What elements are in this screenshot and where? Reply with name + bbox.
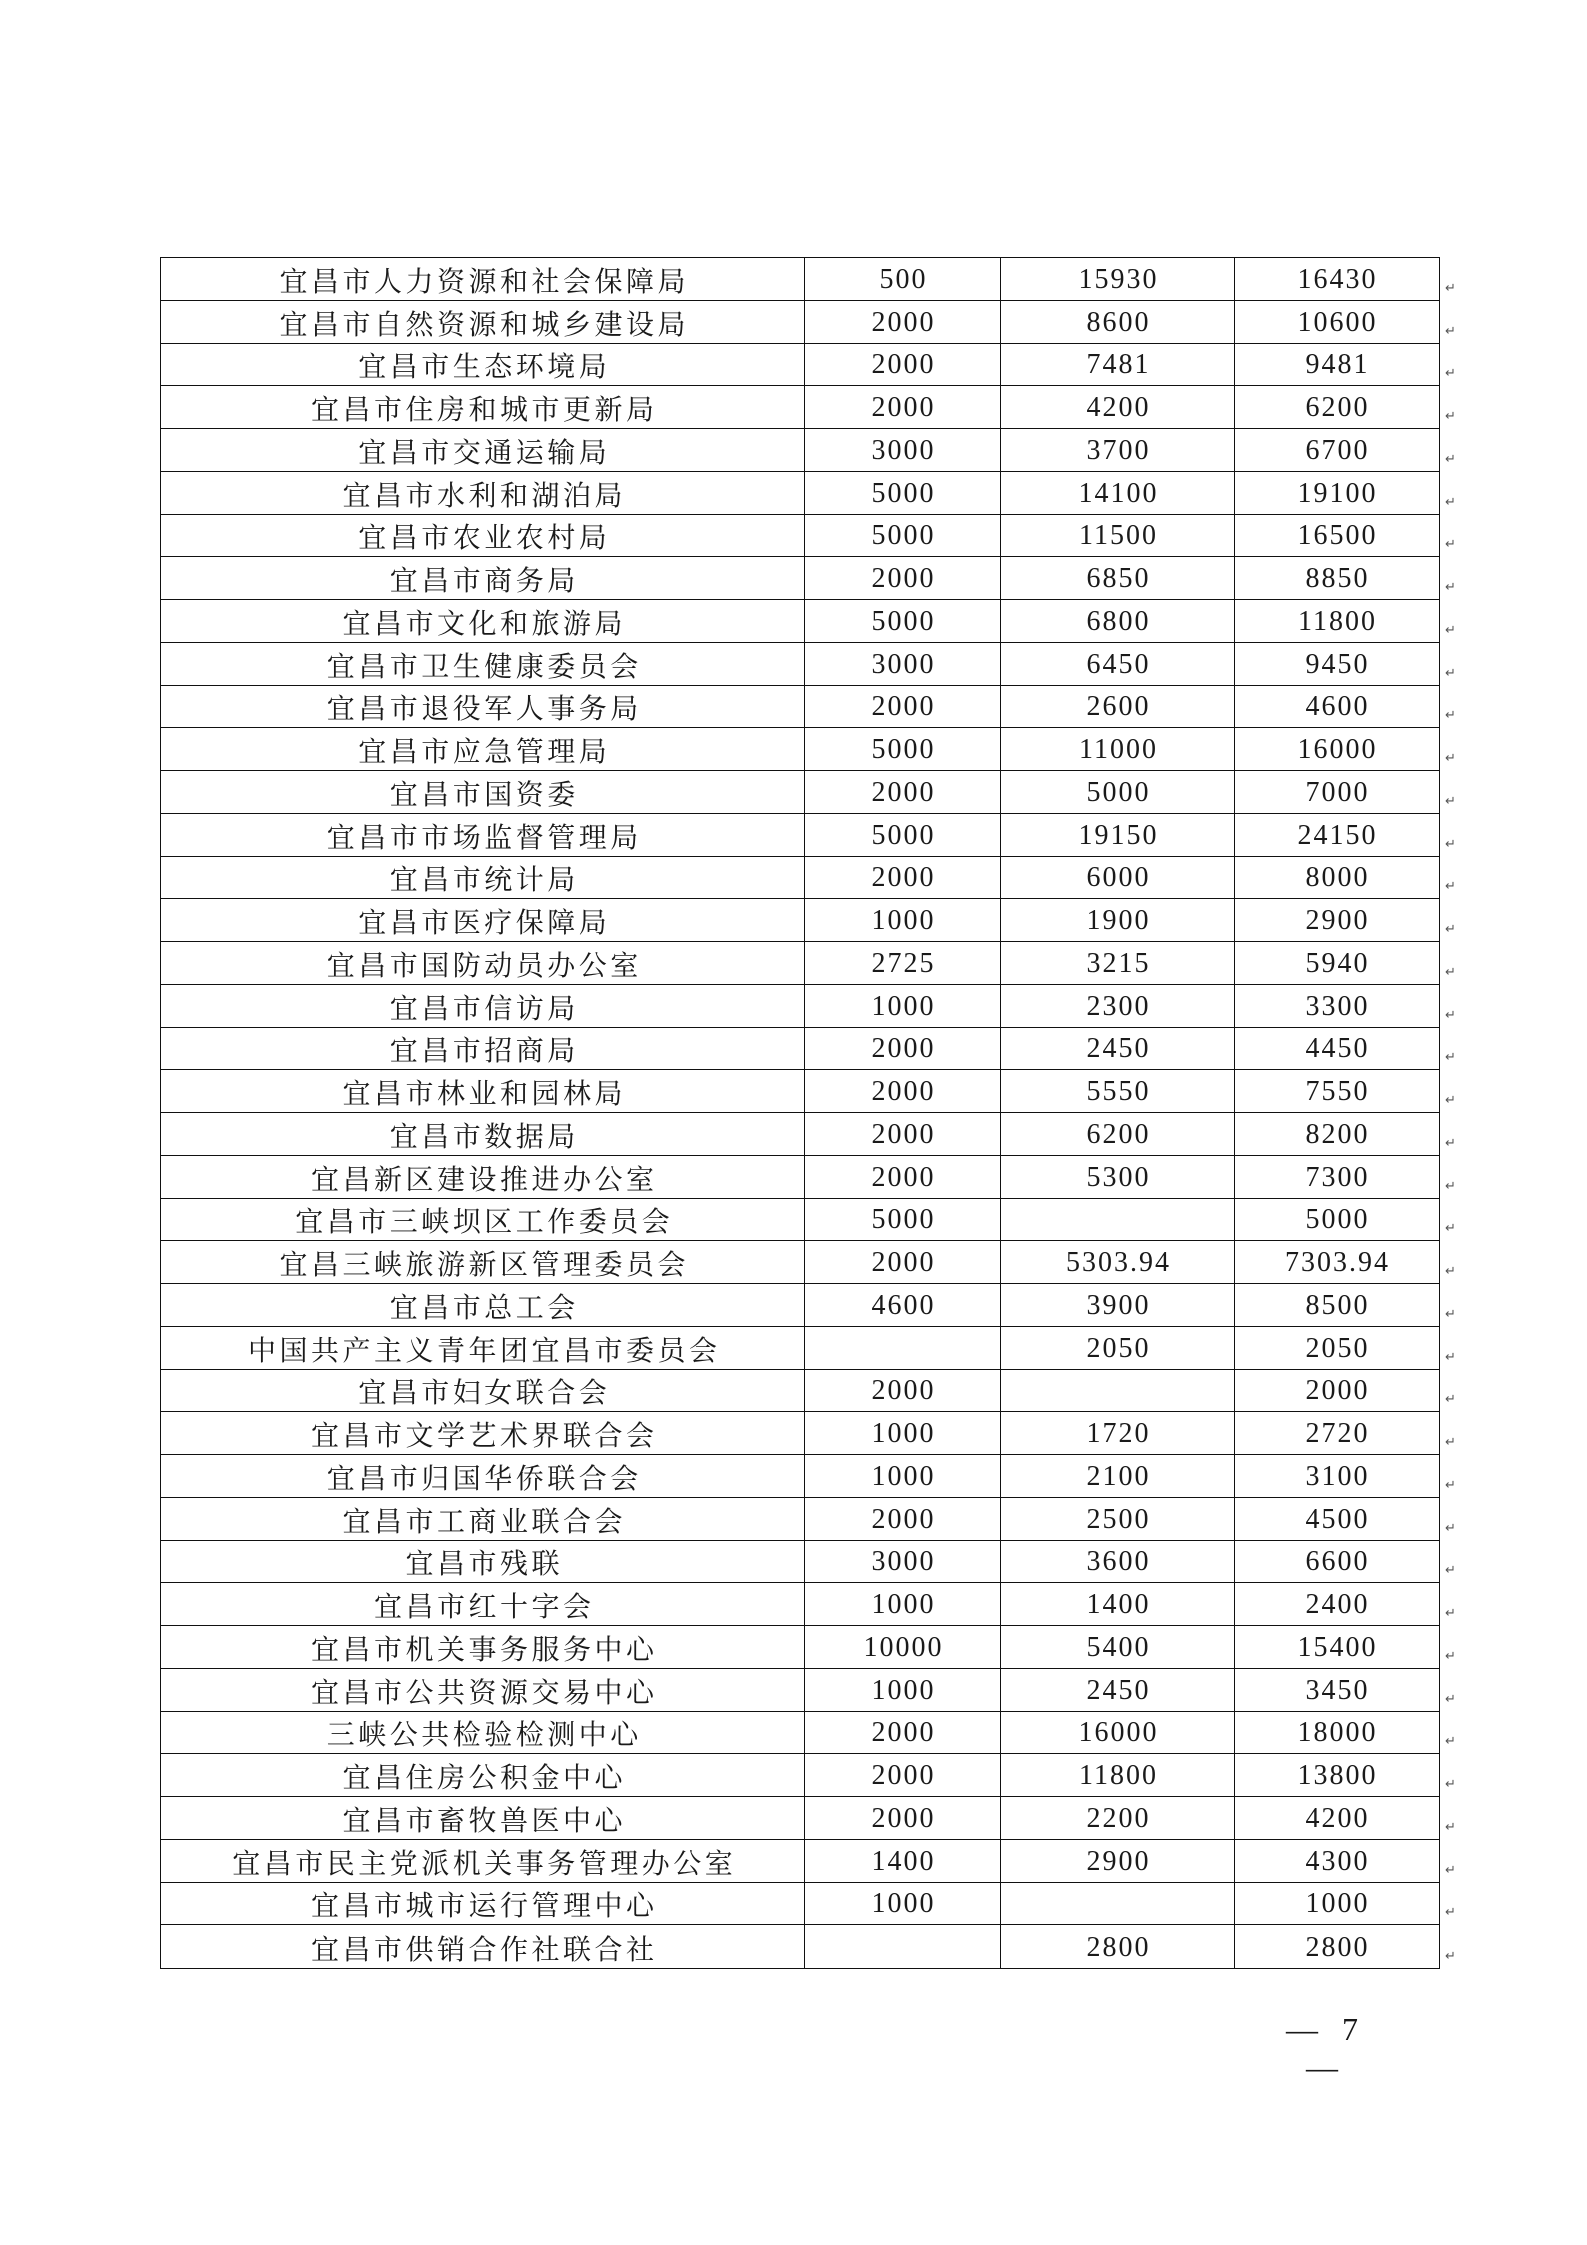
value-cell: 6850: [1001, 557, 1235, 599]
value-cell: 7300: [1305, 1161, 1370, 1193]
value-cell: 16500: [1297, 520, 1378, 552]
value-cell: 1720: [1001, 1412, 1235, 1454]
value-cell: 2450: [1001, 1669, 1235, 1711]
unit-name-cell: 中国共产主义青年团宜昌市委员会: [161, 1327, 805, 1369]
table-row: [161, 1412, 1456, 1455]
value-cell: 5550: [1001, 1070, 1235, 1112]
table-row: [161, 515, 1456, 558]
value-cell: 2000: [805, 301, 1001, 343]
value-cell: 5303.94: [1001, 1241, 1235, 1283]
unit-name-cell: 宜昌市民主党派机关事务管理办公室: [161, 1840, 805, 1882]
paragraph-mark-icon: ↵: [1445, 494, 1456, 510]
paragraph-mark-icon: ↵: [1445, 366, 1456, 382]
unit-name-cell: 宜昌住房公积金中心: [161, 1754, 805, 1796]
unit-name-cell: 宜昌市医疗保障局: [161, 899, 805, 941]
table-row: [161, 1712, 1456, 1755]
unit-name-cell: 宜昌市妇女联合会: [161, 1370, 805, 1412]
paragraph-mark-icon: ↵: [1445, 1306, 1456, 1322]
value-cell: 11500: [1001, 515, 1235, 557]
value-cell: 14100: [1001, 472, 1235, 514]
value-cell: 1000: [805, 985, 1001, 1027]
table-row: [161, 643, 1456, 686]
value-cell: 2725: [805, 942, 1001, 984]
unit-name-cell: 宜昌市文化和旅游局: [161, 600, 805, 642]
value-cell: 1000: [805, 899, 1001, 941]
value-cell: 8600: [1001, 301, 1235, 343]
table-row: [161, 1113, 1456, 1156]
value-cell: 7550: [1305, 1076, 1370, 1108]
value-cell: 2000: [805, 1370, 1001, 1412]
unit-name-cell: 宜昌市卫生健康委员会: [161, 643, 805, 685]
paragraph-mark-icon: ↵: [1445, 665, 1456, 681]
paragraph-mark-icon: ↵: [1445, 280, 1456, 296]
page-number: — 7 —: [1286, 2011, 1366, 2085]
value-cell: 2050: [1001, 1327, 1235, 1369]
table-row: [161, 1199, 1456, 1242]
paragraph-mark-icon: ↵: [1445, 537, 1456, 553]
value-cell: 6450: [1001, 643, 1235, 685]
value-cell: 2000: [805, 1754, 1001, 1796]
unit-name-cell: 宜昌市招商局: [161, 1028, 805, 1070]
value-cell: 4450: [1305, 1033, 1370, 1065]
unit-name-cell: 宜昌市供销合作社联合社: [161, 1925, 805, 1968]
value-cell: 5000: [1305, 1204, 1370, 1236]
table-row: [161, 985, 1456, 1028]
paragraph-mark-icon: ↵: [1445, 1178, 1456, 1194]
value-cell: 2000: [805, 386, 1001, 428]
paragraph-mark-icon: ↵: [1445, 1093, 1456, 1108]
value-cell: 3000: [805, 1541, 1001, 1583]
paragraph-mark-icon: ↵: [1445, 1563, 1456, 1579]
value-cell: 2000: [805, 1712, 1001, 1754]
value-cell: 6800: [1001, 600, 1235, 642]
paragraph-mark-icon: ↵: [1445, 922, 1456, 937]
table-row: [161, 899, 1456, 942]
paragraph-mark-icon: ↵: [1445, 1435, 1456, 1450]
table-row: [161, 1583, 1456, 1626]
paragraph-mark-icon: ↵: [1445, 622, 1456, 638]
value-cell: 2720: [1305, 1418, 1370, 1450]
unit-name-cell: 宜昌市国资委: [161, 771, 805, 813]
value-cell: 6200: [1001, 1113, 1235, 1155]
table-row: [161, 1370, 1456, 1413]
table-row: [161, 771, 1456, 814]
value-cell: 18000: [1297, 1717, 1378, 1749]
data-table: [160, 257, 1456, 1969]
paragraph-mark-icon: ↵: [1445, 1819, 1456, 1835]
table-row: [161, 942, 1456, 985]
value-cell: 10000: [805, 1626, 1001, 1668]
value-cell: 2000: [805, 1028, 1001, 1070]
value-cell: 6600: [1305, 1546, 1370, 1578]
value-cell: 5000: [805, 728, 1001, 770]
unit-name-cell: 宜昌市住房和城市更新局: [161, 386, 805, 428]
paragraph-mark-icon: ↵: [1445, 323, 1456, 339]
paragraph-mark-icon: ↵: [1445, 1520, 1456, 1536]
value-cell: 9450: [1305, 648, 1370, 680]
value-cell: 2500: [1001, 1498, 1235, 1540]
table-row: [161, 386, 1456, 429]
value-cell: 1400: [1001, 1583, 1235, 1625]
value-cell: 11000: [1001, 728, 1235, 770]
paragraph-mark-icon: ↵: [1445, 1477, 1456, 1493]
unit-name-cell: 宜昌市水利和湖泊局: [161, 472, 805, 514]
table-row: [161, 728, 1456, 771]
table-row: [161, 1028, 1456, 1071]
value-cell: 3450: [1305, 1674, 1370, 1706]
paragraph-mark-icon: ↵: [1445, 1777, 1456, 1792]
value-cell: 5000: [805, 600, 1001, 642]
value-cell: 2000: [805, 1113, 1001, 1155]
paragraph-mark-icon: ↵: [1445, 1606, 1456, 1621]
paragraph-mark-icon: ↵: [1445, 879, 1456, 895]
value-cell: 1000: [805, 1412, 1001, 1454]
value-cell: 5400: [1001, 1626, 1235, 1668]
value-cell: 5000: [805, 1199, 1001, 1241]
value-cell: 1900: [1001, 899, 1235, 941]
paragraph-mark-icon: ↵: [1445, 1905, 1456, 1921]
value-cell: 3000: [805, 429, 1001, 471]
value-cell: 4600: [805, 1284, 1001, 1326]
table-row: [161, 1541, 1456, 1584]
value-cell: 2800: [1001, 1925, 1235, 1968]
paragraph-mark-icon: ↵: [1445, 751, 1456, 766]
value-cell: 4500: [1305, 1503, 1370, 1535]
value-cell: 7481: [1001, 344, 1235, 386]
value-cell: 6700: [1305, 434, 1370, 466]
paragraph-mark-icon: ↵: [1445, 1264, 1456, 1279]
unit-name-cell: 宜昌市畜牧兽医中心: [161, 1797, 805, 1839]
paragraph-mark-icon: ↵: [1445, 1691, 1456, 1707]
unit-name-cell: 宜昌市总工会: [161, 1284, 805, 1326]
value-cell: 4200: [1001, 386, 1235, 428]
value-cell: 2000: [805, 1241, 1001, 1283]
value-cell: 3900: [1001, 1284, 1235, 1326]
value-cell: 1400: [805, 1840, 1001, 1882]
table-row: [161, 600, 1456, 643]
paragraph-mark-icon: ↵: [1445, 1734, 1456, 1750]
paragraph-mark-icon: ↵: [1445, 1648, 1456, 1664]
table-row: [161, 258, 1456, 301]
value-cell: 2400: [1305, 1589, 1370, 1621]
value-cell: 5300: [1001, 1156, 1235, 1198]
unit-name-cell: 宜昌市公共资源交易中心: [161, 1669, 805, 1711]
table-row: [161, 344, 1456, 387]
table-row: [161, 1284, 1456, 1327]
unit-name-cell: 宜昌市市场监督管理局: [161, 814, 805, 856]
unit-name-cell: 宜昌市工商业联合会: [161, 1498, 805, 1540]
paragraph-mark-icon: ↵: [1445, 1007, 1456, 1023]
value-cell: 11800: [1001, 1754, 1235, 1796]
value-cell: [805, 1925, 1001, 1968]
value-cell: 2000: [805, 557, 1001, 599]
value-cell: [1001, 1199, 1235, 1241]
value-cell: 8850: [1305, 563, 1370, 595]
value-cell: 15930: [1001, 258, 1235, 300]
value-cell: 16430: [1297, 263, 1378, 295]
table-row: [161, 1883, 1456, 1926]
table-row: [161, 1797, 1456, 1840]
table-row: [161, 1070, 1456, 1113]
value-cell: [1001, 1370, 1235, 1412]
unit-name-cell: 宜昌市红十字会: [161, 1583, 805, 1625]
paragraph-mark-icon: ↵: [1445, 964, 1456, 980]
table-row: [161, 472, 1456, 515]
value-cell: 2000: [805, 1498, 1001, 1540]
value-cell: 1000: [805, 1883, 1001, 1925]
unit-name-cell: 宜昌市自然资源和城乡建设局: [161, 301, 805, 343]
value-cell: 8200: [1305, 1118, 1370, 1150]
unit-name-cell: 宜昌市文学艺术界联合会: [161, 1412, 805, 1454]
table-row: [161, 1241, 1456, 1284]
paragraph-mark-icon: ↵: [1445, 1221, 1456, 1237]
value-cell: 5000: [1001, 771, 1235, 813]
paragraph-mark-icon: ↵: [1445, 1392, 1456, 1408]
value-cell: 1000: [805, 1669, 1001, 1711]
paragraph-mark-icon: ↵: [1445, 1949, 1456, 1964]
paragraph-mark-icon: ↵: [1445, 580, 1456, 595]
value-cell: 5000: [805, 515, 1001, 557]
paragraph-mark-icon: ↵: [1445, 793, 1456, 809]
table-row: [161, 1498, 1456, 1541]
paragraph-mark-icon: ↵: [1445, 409, 1456, 424]
unit-name-cell: 宜昌新区建设推进办公室: [161, 1156, 805, 1198]
value-cell: 13800: [1297, 1760, 1378, 1792]
unit-name-cell: 宜昌三峡旅游新区管理委员会: [161, 1241, 805, 1283]
table-row: [161, 1327, 1456, 1370]
paragraph-mark-icon: ↵: [1445, 836, 1456, 852]
table-row: [161, 557, 1456, 600]
table-row: [161, 1840, 1456, 1883]
value-cell: 2450: [1001, 1028, 1235, 1070]
table-row: [161, 1626, 1456, 1669]
value-cell: 4600: [1305, 691, 1370, 723]
value-cell: 2900: [1001, 1840, 1235, 1882]
value-cell: 3100: [1305, 1460, 1370, 1492]
unit-name-cell: 宜昌市数据局: [161, 1113, 805, 1155]
value-cell: 5940: [1305, 947, 1370, 979]
value-cell: 500: [805, 258, 1001, 300]
unit-name-cell: 宜昌市信访局: [161, 985, 805, 1027]
value-cell: 2900: [1305, 905, 1370, 937]
unit-name-cell: 宜昌市归国华侨联合会: [161, 1455, 805, 1497]
value-cell: 24150: [1297, 819, 1378, 851]
value-cell: 4200: [1305, 1802, 1370, 1834]
unit-name-cell: 宜昌市统计局: [161, 857, 805, 899]
value-cell: 2100: [1001, 1455, 1235, 1497]
unit-name-cell: 宜昌市国防动员办公室: [161, 942, 805, 984]
value-cell: 5000: [805, 472, 1001, 514]
value-cell: 10600: [1297, 306, 1378, 338]
unit-name-cell: 宜昌市商务局: [161, 557, 805, 599]
table-row: [161, 429, 1456, 472]
value-cell: 6000: [1001, 857, 1235, 899]
value-cell: 15400: [1297, 1631, 1378, 1663]
unit-name-cell: 宜昌市林业和园林局: [161, 1070, 805, 1112]
value-cell: 8500: [1305, 1289, 1370, 1321]
unit-name-cell: 宜昌市退役军人事务局: [161, 686, 805, 728]
value-cell: [1001, 1883, 1235, 1925]
unit-name-cell: 宜昌市交通运输局: [161, 429, 805, 471]
value-cell: 11800: [1298, 605, 1377, 637]
value-cell: 3215: [1001, 942, 1235, 984]
paragraph-mark-icon: ↵: [1445, 708, 1456, 724]
value-cell: 7303.94: [1285, 1247, 1390, 1279]
value-cell: 2000: [805, 771, 1001, 813]
value-cell: [805, 1327, 1001, 1369]
unit-name-cell: 宜昌市机关事务服务中心: [161, 1626, 805, 1668]
unit-name-cell: 宜昌市应急管理局: [161, 728, 805, 770]
value-cell: 2000: [805, 857, 1001, 899]
value-cell: 8000: [1305, 862, 1370, 894]
value-cell: 3700: [1001, 429, 1235, 471]
paragraph-mark-icon: ↵: [1445, 1862, 1456, 1878]
table-row: [161, 1925, 1456, 1968]
unit-name-cell: 三峡公共检验检测中心: [161, 1712, 805, 1754]
unit-name-cell: 宜昌市生态环境局: [161, 344, 805, 386]
value-cell: 2600: [1001, 686, 1235, 728]
value-cell: 2800: [1305, 1931, 1370, 1963]
value-cell: 2300: [1001, 985, 1235, 1027]
value-cell: 19100: [1297, 477, 1378, 509]
unit-name-cell: 宜昌市残联: [161, 1541, 805, 1583]
value-cell: 2000: [805, 1070, 1001, 1112]
paragraph-mark-icon: ↵: [1445, 1349, 1456, 1365]
value-cell: 6200: [1305, 392, 1370, 424]
table-row: [161, 686, 1456, 729]
value-cell: 2200: [1001, 1797, 1235, 1839]
value-cell: 2050: [1305, 1332, 1370, 1364]
value-cell: 2000: [805, 686, 1001, 728]
unit-name-cell: 宜昌市人力资源和社会保障局: [161, 258, 805, 300]
value-cell: 1000: [1305, 1888, 1370, 1920]
value-cell: 4300: [1305, 1845, 1370, 1877]
unit-name-cell: 宜昌市城市运行管理中心: [161, 1883, 805, 1925]
value-cell: 1000: [805, 1455, 1001, 1497]
table-row: [161, 1455, 1456, 1498]
table-row: [161, 857, 1456, 900]
paragraph-mark-icon: ↵: [1445, 451, 1456, 467]
value-cell: 3300: [1305, 990, 1370, 1022]
value-cell: 2000: [805, 1156, 1001, 1198]
value-cell: 1000: [805, 1583, 1001, 1625]
value-cell: 9481: [1305, 349, 1370, 381]
value-cell: 2000: [1305, 1375, 1370, 1407]
value-cell: 3000: [805, 643, 1001, 685]
value-cell: 7000: [1305, 776, 1370, 808]
value-cell: 16000: [1001, 1712, 1235, 1754]
value-cell: 16000: [1297, 734, 1378, 766]
paragraph-mark-icon: ↵: [1445, 1050, 1456, 1066]
table-row: [161, 1754, 1456, 1797]
table-row: [161, 1669, 1456, 1712]
table-row: [161, 814, 1456, 857]
value-cell: 19150: [1001, 814, 1235, 856]
unit-name-cell: 宜昌市三峡坝区工作委员会: [161, 1199, 805, 1241]
table-row: [161, 301, 1456, 344]
value-cell: 2000: [805, 1797, 1001, 1839]
value-cell: 3600: [1001, 1541, 1235, 1583]
paragraph-mark-icon: ↵: [1445, 1135, 1456, 1151]
value-cell: 5000: [805, 814, 1001, 856]
value-cell: 2000: [805, 344, 1001, 386]
unit-name-cell: 宜昌市农业农村局: [161, 515, 805, 557]
table-row: [161, 1156, 1456, 1199]
